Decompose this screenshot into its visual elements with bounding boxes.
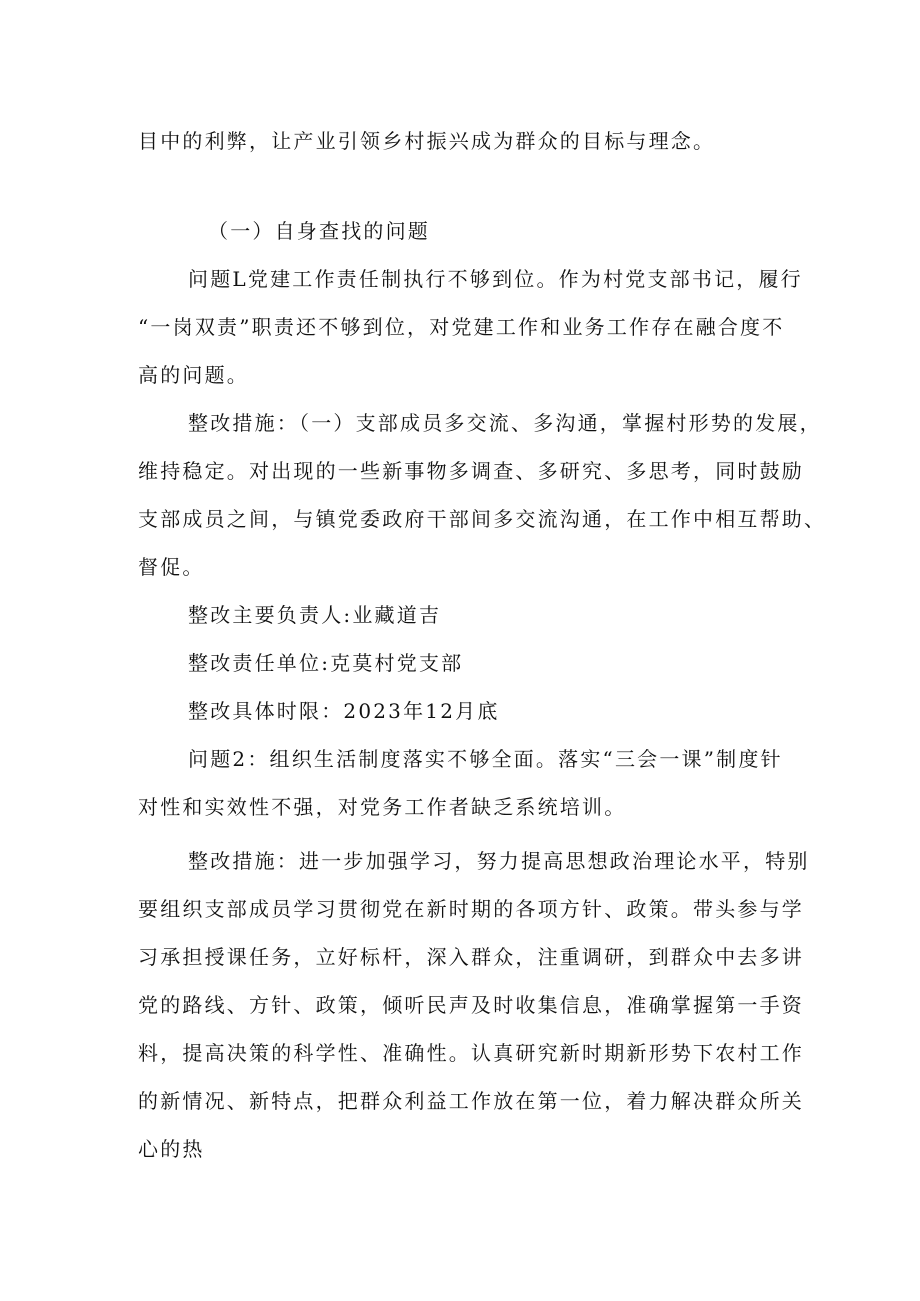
paragraph-line: “一岗双责”职责还不够到位，对党建工作和业务工作存在融合度不 bbox=[138, 315, 785, 339]
paragraph-line: 党的路线、方针、政策，倾听民声及时收集信息，准确掌握第一手资 bbox=[138, 993, 804, 1017]
paragraph-line: 督促。 bbox=[138, 555, 205, 579]
paragraph-line: 维持稳定。对出现的一些新事物多调查、多研究、多思考，同时鼓励 bbox=[138, 459, 804, 483]
paragraph-line: 要组织支部成员学习贯彻党在新时期的各项方针、政策。带头参与学 bbox=[138, 897, 804, 921]
paragraph-line: 心的热 bbox=[138, 1137, 205, 1161]
paragraph-line: 对性和实效性不强，对党务工作者缺乏系统培训。 bbox=[138, 795, 627, 819]
paragraph-line: 目中的利弊，让产业引领乡村振兴成为群众的目标与理念。 bbox=[138, 129, 716, 153]
paragraph-line: 整改措施：（一）支部成员多交流、多沟通，掌握村形势的发展， bbox=[188, 411, 822, 435]
responsible-unit-line: 整改责任单位:克莫村党支部 bbox=[188, 651, 464, 675]
paragraph-line: 习承担授课任务，立好标杆，深入群众，注重调研，到群众中去多讲 bbox=[138, 945, 804, 969]
responsible-person-line: 整改主要负责人:业藏道吉 bbox=[188, 603, 442, 627]
paragraph-line: 问题L党建工作责任制执行不够到位。作为村党支部书记，履行 bbox=[188, 267, 803, 291]
section-heading: （一）自身查找的问题 bbox=[208, 219, 430, 243]
paragraph-line: 高的问题。 bbox=[138, 363, 249, 387]
paragraph-line: 的新情况、新特点，把群众利益工作放在第一位，着力解决群众所关 bbox=[138, 1089, 804, 1113]
paragraph-line: 整改措施：进一步加强学习，努力提高思想政治理论水平，特别 bbox=[188, 849, 810, 873]
paragraph-line: 问题2：组织生活制度落实不够全面。落实“三会一课”制度针 bbox=[188, 747, 783, 771]
paragraph-line: 料，提高决策的科学性、准确性。认真研究新时期新形势下农村工作 bbox=[138, 1041, 804, 1065]
deadline-line: 整改具体时限：2023年12月底 bbox=[188, 699, 500, 723]
paragraph-line: 支部成员之间，与镇党委政府干部间多交流沟通，在工作中相互帮助、 bbox=[138, 507, 827, 531]
